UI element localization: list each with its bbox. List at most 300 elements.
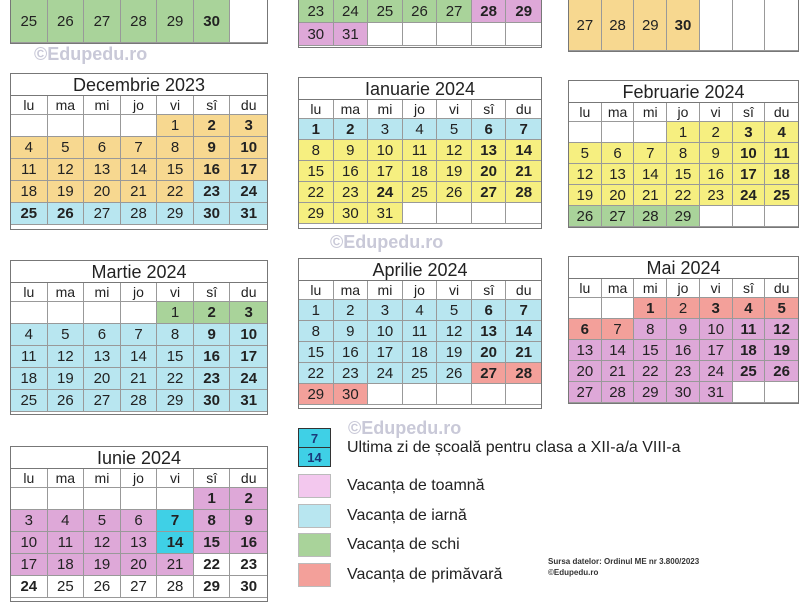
day-cell: 30 <box>194 390 231 412</box>
empty-day-cell <box>368 384 403 405</box>
day-cell: 1 <box>299 300 334 321</box>
day-cell: 26 <box>48 0 85 43</box>
weekday-header: sî <box>472 281 507 300</box>
day-cell: 23 <box>299 0 334 23</box>
weekday-header: vi <box>700 103 733 122</box>
day-cell: 12 <box>437 321 472 342</box>
day-cell: 1 <box>299 119 334 140</box>
day-cell: 29 <box>634 382 667 403</box>
empty-day-cell <box>506 384 541 405</box>
autumn-swatch <box>298 474 331 498</box>
day-cell: 29 <box>299 384 334 405</box>
empty-day-cell <box>11 302 48 324</box>
empty-day-cell <box>602 298 635 319</box>
day-cell: 28 <box>634 206 667 227</box>
empty-day-cell <box>733 206 766 227</box>
empty-day-cell <box>437 384 472 405</box>
weekday-header: lu <box>11 283 48 302</box>
weekday-header: du <box>765 103 798 122</box>
weekday-header: sî <box>733 279 766 298</box>
empty-day-cell <box>472 203 507 224</box>
day-cell: 25 <box>11 390 48 412</box>
day-cell: 7 <box>157 510 194 532</box>
weekday-header: ma <box>48 469 85 488</box>
day-cell: 22 <box>157 181 194 203</box>
day-cell: 17 <box>230 159 267 181</box>
day-cell: 12 <box>48 159 85 181</box>
day-cell: 27 <box>84 203 121 225</box>
weekday-header: lu <box>569 279 602 298</box>
day-cell: 22 <box>667 185 700 206</box>
source-line: Sursa datelor: Ordinul ME nr 3.800/2023 <box>548 557 700 566</box>
day-cell: 18 <box>11 181 48 203</box>
calendar-title: Mai 2024 <box>569 257 798 279</box>
day-cell: 29 <box>634 0 667 51</box>
day-cell: 21 <box>506 161 541 182</box>
day-cell: 30 <box>667 382 700 403</box>
empty-day-cell <box>84 115 121 137</box>
weekday-header: vi <box>700 279 733 298</box>
day-cell: 3 <box>368 119 403 140</box>
day-cell: 20 <box>121 554 158 576</box>
day-grid <box>569 0 798 51</box>
day-cell: 16 <box>334 161 369 182</box>
calendar-martie-2024 <box>10 260 268 415</box>
empty-day-cell <box>602 122 635 143</box>
spring-swatch <box>298 563 331 587</box>
day-cell: 25 <box>403 182 438 203</box>
day-cell: 10 <box>11 532 48 554</box>
day-cell: 1 <box>157 115 194 137</box>
calendar-title: Ianuarie 2024 <box>299 78 541 100</box>
weekday-header: lu <box>11 469 48 488</box>
day-grid <box>11 488 267 598</box>
day-cell: 13 <box>121 532 158 554</box>
day-cell: 12 <box>84 532 121 554</box>
empty-day-cell <box>472 384 507 405</box>
day-cell: 26 <box>48 390 85 412</box>
day-cell: 3 <box>230 302 267 324</box>
day-cell: 28 <box>121 390 158 412</box>
day-cell: 31 <box>334 23 369 46</box>
weekday-header: lu <box>299 281 334 300</box>
empty-day-cell <box>765 382 798 403</box>
weekday-header: mi <box>634 103 667 122</box>
day-cell: 4 <box>11 137 48 159</box>
weekday-header: jo <box>403 281 438 300</box>
day-cell: 21 <box>121 368 158 390</box>
day-cell: 28 <box>602 382 635 403</box>
empty-day-cell <box>11 115 48 137</box>
calendar-title: Februarie 2024 <box>569 81 798 103</box>
day-cell: 5 <box>437 300 472 321</box>
weekday-header: mi <box>84 469 121 488</box>
day-cell: 16 <box>334 342 369 363</box>
empty-day-cell <box>765 0 798 51</box>
day-cell: 20 <box>602 185 635 206</box>
legend-spring <box>298 563 502 587</box>
day-cell: 22 <box>299 182 334 203</box>
day-cell: 6 <box>472 119 507 140</box>
day-grid <box>569 298 798 403</box>
calendar-aprilie-2024 <box>298 258 542 409</box>
day-cell: 23 <box>194 368 231 390</box>
day-cell: 26 <box>437 363 472 384</box>
watermark-text: ©Edupedu.ro <box>330 232 444 252</box>
weekday-header: vi <box>437 100 472 119</box>
calendar-title: Decembrie 2023 <box>11 74 267 96</box>
day-cell: 29 <box>299 203 334 224</box>
day-cell: 2 <box>700 122 733 143</box>
day-cell: 19 <box>437 161 472 182</box>
empty-day-cell <box>733 382 766 403</box>
calendar-partial-left <box>10 0 268 44</box>
calendar-ianuarie-2024 <box>298 77 542 229</box>
calendar-title: Iunie 2024 <box>11 447 267 469</box>
day-cell: 19 <box>48 181 85 203</box>
weekday-header: sî <box>472 100 507 119</box>
day-cell: 25 <box>368 0 403 23</box>
day-cell: 11 <box>403 321 438 342</box>
empty-day-cell <box>403 384 438 405</box>
day-cell: 29 <box>157 203 194 225</box>
day-cell: 15 <box>157 159 194 181</box>
day-cell: 17 <box>230 346 267 368</box>
legend-last-day-label: Ultima zi de școală pentru clasa a XII-a/a VIII-a <box>347 438 681 456</box>
day-cell: 4 <box>403 300 438 321</box>
weekday-header: vi <box>437 281 472 300</box>
legend-autumn-label: Vacanța de toamnă <box>347 477 485 494</box>
empty-day-cell <box>437 203 472 224</box>
day-cell: 11 <box>11 159 48 181</box>
empty-day-cell <box>403 203 438 224</box>
calendar-mai-2024 <box>568 256 799 404</box>
weekday-header-row <box>569 279 798 298</box>
day-cell: 22 <box>634 361 667 382</box>
weekday-header: jo <box>121 96 158 115</box>
weekday-header: jo <box>667 103 700 122</box>
day-cell: 31 <box>230 203 267 225</box>
day-cell: 30 <box>299 23 334 46</box>
day-cell: 26 <box>569 206 602 227</box>
day-cell: 5 <box>84 510 121 532</box>
day-grid <box>299 119 541 224</box>
weekday-header: ma <box>48 96 85 115</box>
day-cell: 9 <box>700 143 733 164</box>
day-cell: 31 <box>368 203 403 224</box>
empty-day-cell <box>569 122 602 143</box>
winter-swatch <box>298 504 331 528</box>
weekday-header: ma <box>602 103 635 122</box>
day-cell: 1 <box>157 302 194 324</box>
day-cell: 16 <box>194 346 231 368</box>
day-cell: 27 <box>84 0 121 43</box>
day-cell: 23 <box>230 554 267 576</box>
day-grid <box>299 300 541 405</box>
weekday-header: vi <box>157 96 194 115</box>
empty-day-cell <box>569 298 602 319</box>
day-cell: 18 <box>765 164 798 185</box>
day-cell: 2 <box>667 298 700 319</box>
weekday-header: mi <box>84 283 121 302</box>
day-cell: 13 <box>84 159 121 181</box>
day-cell: 28 <box>121 0 158 43</box>
day-cell: 2 <box>334 300 369 321</box>
day-cell: 8 <box>299 321 334 342</box>
weekday-header: jo <box>403 100 438 119</box>
day-cell: 10 <box>230 137 267 159</box>
empty-day-cell <box>84 488 121 510</box>
day-cell: 8 <box>299 140 334 161</box>
day-cell: 29 <box>667 206 700 227</box>
day-cell: 17 <box>11 554 48 576</box>
day-cell: 27 <box>569 382 602 403</box>
day-cell: 19 <box>765 340 798 361</box>
day-cell: 19 <box>84 554 121 576</box>
source-copyright: ©Edupedu.ro <box>548 568 599 577</box>
calendar-partial-middle <box>298 0 542 48</box>
empty-day-cell <box>506 23 541 46</box>
day-cell: 14 <box>506 140 541 161</box>
weekday-header: du <box>506 281 541 300</box>
calendar-title: Martie 2024 <box>11 261 267 283</box>
empty-day-cell <box>48 302 85 324</box>
day-cell: 14 <box>634 164 667 185</box>
watermark-text: ©Edupedu.ro <box>348 418 462 438</box>
day-cell: 25 <box>733 361 766 382</box>
day-cell: 30 <box>334 384 369 405</box>
day-cell: 16 <box>700 164 733 185</box>
last-day-bottom: 14 <box>307 449 322 465</box>
day-cell: 18 <box>11 368 48 390</box>
day-cell: 18 <box>48 554 85 576</box>
day-cell: 8 <box>157 137 194 159</box>
day-cell: 27 <box>472 363 507 384</box>
day-cell: 28 <box>157 576 194 598</box>
day-cell: 13 <box>472 321 507 342</box>
day-cell: 25 <box>48 576 85 598</box>
day-grid <box>569 122 798 227</box>
day-cell: 22 <box>194 554 231 576</box>
legend-ski-label: Vacanța de schi <box>347 536 460 553</box>
day-cell: 26 <box>437 182 472 203</box>
weekday-header: du <box>765 279 798 298</box>
empty-day-cell <box>230 0 267 43</box>
watermark-text: ©Edupedu.ro <box>34 44 148 64</box>
day-cell: 20 <box>569 361 602 382</box>
day-cell: 6 <box>569 319 602 340</box>
day-cell: 29 <box>194 576 231 598</box>
day-cell: 6 <box>121 510 158 532</box>
weekday-header: ma <box>334 281 369 300</box>
day-cell: 1 <box>634 298 667 319</box>
day-cell: 15 <box>667 164 700 185</box>
day-cell: 18 <box>403 342 438 363</box>
day-cell: 12 <box>569 164 602 185</box>
calendar-iunie-2024 <box>10 446 268 602</box>
day-cell: 13 <box>569 340 602 361</box>
day-cell: 21 <box>121 181 158 203</box>
day-cell: 3 <box>230 115 267 137</box>
day-cell: 24 <box>733 185 766 206</box>
day-cell: 7 <box>121 137 158 159</box>
day-cell: 17 <box>368 342 403 363</box>
weekday-header: jo <box>667 279 700 298</box>
legend-winter <box>298 504 467 528</box>
day-cell: 11 <box>48 532 85 554</box>
day-cell: 5 <box>48 324 85 346</box>
day-cell: 3 <box>733 122 766 143</box>
legend-autumn <box>298 474 485 498</box>
day-grid <box>11 115 267 225</box>
day-cell: 5 <box>765 298 798 319</box>
day-cell: 9 <box>194 324 231 346</box>
weekday-header: ma <box>48 283 85 302</box>
day-cell: 15 <box>194 532 231 554</box>
weekday-header: mi <box>84 96 121 115</box>
day-cell: 30 <box>667 0 700 51</box>
day-cell: 3 <box>11 510 48 532</box>
day-cell: 6 <box>84 137 121 159</box>
day-cell: 21 <box>634 185 667 206</box>
weekday-header: ma <box>334 100 369 119</box>
day-cell: 23 <box>334 182 369 203</box>
day-cell: 28 <box>506 363 541 384</box>
day-cell: 23 <box>334 363 369 384</box>
day-cell: 5 <box>437 119 472 140</box>
day-cell: 2 <box>194 115 231 137</box>
calendar-februarie-2024 <box>568 80 799 228</box>
day-cell: 24 <box>700 361 733 382</box>
day-cell: 19 <box>437 342 472 363</box>
day-cell: 18 <box>733 340 766 361</box>
day-grid <box>11 302 267 412</box>
weekday-header-row <box>11 283 267 302</box>
weekday-header-row <box>569 103 798 122</box>
day-cell: 30 <box>230 576 267 598</box>
day-cell: 25 <box>765 185 798 206</box>
day-cell: 25 <box>403 363 438 384</box>
day-cell: 6 <box>472 300 507 321</box>
day-cell: 5 <box>48 137 85 159</box>
day-cell: 13 <box>472 140 507 161</box>
day-cell: 12 <box>765 319 798 340</box>
weekday-header: mi <box>368 281 403 300</box>
weekday-header: mi <box>634 279 667 298</box>
weekday-header: jo <box>121 469 158 488</box>
day-cell: 8 <box>634 319 667 340</box>
empty-day-cell <box>634 122 667 143</box>
weekday-header-row <box>299 100 541 119</box>
weekday-header: lu <box>569 103 602 122</box>
day-cell: 3 <box>368 300 403 321</box>
day-cell: 2 <box>194 302 231 324</box>
day-cell: 8 <box>667 143 700 164</box>
weekday-header: ma <box>602 279 635 298</box>
weekday-header: mi <box>368 100 403 119</box>
day-cell: 20 <box>472 342 507 363</box>
day-cell: 11 <box>765 143 798 164</box>
day-cell: 17 <box>368 161 403 182</box>
day-cell: 11 <box>733 319 766 340</box>
day-cell: 14 <box>602 340 635 361</box>
day-cell: 7 <box>602 319 635 340</box>
calendar-decembrie-2023 <box>10 73 268 230</box>
weekday-header: vi <box>157 283 194 302</box>
day-cell: 24 <box>11 576 48 598</box>
day-cell: 2 <box>230 488 267 510</box>
day-cell: 6 <box>602 143 635 164</box>
last-day-top: 7 <box>299 429 330 448</box>
day-cell: 9 <box>334 321 369 342</box>
day-cell: 3 <box>700 298 733 319</box>
day-cell: 30 <box>194 0 231 43</box>
weekday-header: du <box>230 283 267 302</box>
empty-day-cell <box>157 488 194 510</box>
weekday-header: sî <box>733 103 766 122</box>
day-cell: 28 <box>506 182 541 203</box>
legend-winter-label: Vacanța de iarnă <box>347 507 467 524</box>
weekday-header: du <box>506 100 541 119</box>
empty-day-cell <box>733 0 766 51</box>
day-cell: 24 <box>334 0 369 23</box>
day-cell: 12 <box>48 346 85 368</box>
day-cell: 21 <box>602 361 635 382</box>
last-day-swatch <box>298 428 331 467</box>
weekday-header: jo <box>121 283 158 302</box>
day-cell: 17 <box>733 164 766 185</box>
day-cell: 15 <box>157 346 194 368</box>
day-cell: 27 <box>121 576 158 598</box>
day-cell: 16 <box>194 159 231 181</box>
empty-day-cell <box>11 488 48 510</box>
day-grid <box>299 0 541 46</box>
day-cell: 9 <box>230 510 267 532</box>
day-cell: 30 <box>334 203 369 224</box>
calendar-title: Aprilie 2024 <box>299 259 541 281</box>
day-cell: 29 <box>157 0 194 43</box>
day-cell: 9 <box>334 140 369 161</box>
day-cell: 15 <box>634 340 667 361</box>
day-cell: 28 <box>472 0 507 23</box>
empty-day-cell <box>84 302 121 324</box>
day-cell: 25 <box>11 203 48 225</box>
day-cell: 21 <box>506 342 541 363</box>
day-cell: 8 <box>157 324 194 346</box>
day-cell: 22 <box>299 363 334 384</box>
empty-day-cell <box>765 206 798 227</box>
day-cell: 11 <box>403 140 438 161</box>
day-cell: 21 <box>157 554 194 576</box>
day-cell: 27 <box>437 0 472 23</box>
day-cell: 29 <box>157 390 194 412</box>
weekday-header: vi <box>157 469 194 488</box>
day-cell: 31 <box>700 382 733 403</box>
day-cell: 14 <box>121 159 158 181</box>
weekday-header: du <box>230 96 267 115</box>
day-cell: 17 <box>700 340 733 361</box>
day-cell: 1 <box>194 488 231 510</box>
ski-swatch <box>298 533 331 557</box>
legend-ski <box>298 533 460 557</box>
empty-day-cell <box>700 0 733 51</box>
empty-day-cell <box>48 115 85 137</box>
day-cell: 7 <box>634 143 667 164</box>
weekday-header-row <box>11 96 267 115</box>
day-cell: 7 <box>121 324 158 346</box>
day-cell: 12 <box>437 140 472 161</box>
day-cell: 13 <box>602 164 635 185</box>
